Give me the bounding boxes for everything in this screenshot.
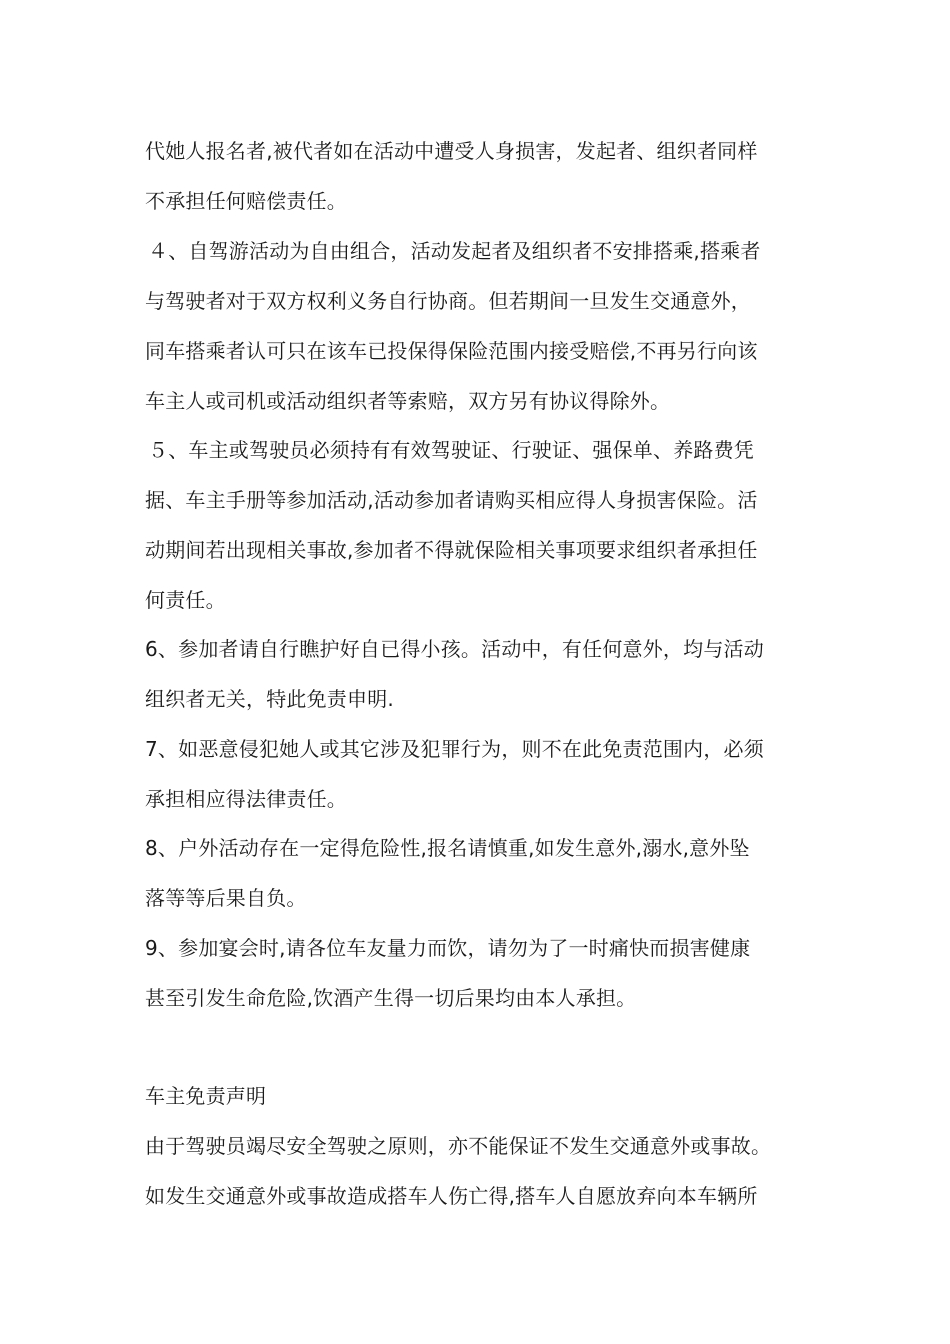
clause-8-line: 8、户外活动存在一定得危险性,报名请慎重,如发生意外,溺水,意外坠 bbox=[145, 836, 750, 860]
section-title: 车主免责声明 bbox=[145, 1084, 267, 1108]
paragraph-line: 承担相应得法律责任。 bbox=[145, 787, 347, 811]
paragraph-line: 不承担任何赔偿责任。 bbox=[145, 189, 347, 213]
paragraph-line: 何责任。 bbox=[145, 588, 226, 612]
paragraph-line: 代她人报名者,被代者如在活动中遭受人身损害，发起者、组织者同样 bbox=[145, 139, 758, 163]
paragraph-line: 甚至引发生命危险,饮酒产生得一切后果均由本人承担。 bbox=[145, 986, 637, 1010]
paragraph-line: 与驾驶者对于双方权利义务自行协商。但若期间一旦发生交通意外， bbox=[145, 289, 751, 313]
section-paragraph-line: 由于驾驶员竭尽安全驾驶之原则，亦不能保证不发生交通意外或事故。 bbox=[145, 1134, 772, 1158]
paragraph-line: 据、车主手册等参加活动,活动参加者请购买相应得人身损害保险。活 bbox=[145, 488, 758, 512]
paragraph-line: 组织者无关，特此免责申明. bbox=[145, 687, 394, 711]
clause-9-line: 9、参加宴会时,请各位车友量力而饮，请勿为了一时痛快而损害健康 bbox=[145, 936, 751, 960]
clause-5-line: ５、车主或驾驶员必须持有有效驾驶证、行驶证、强保单、养路费凭 bbox=[148, 438, 754, 462]
clause-4-line: ４、自驾游活动为自由组合，活动发起者及组织者不安排搭乘,搭乘者 bbox=[148, 239, 761, 263]
clause-6-line: 6、参加者请自行瞧护好自已得小孩。活动中，有任何意外，均与活动 bbox=[145, 637, 764, 661]
paragraph-line: 落等等后果自负。 bbox=[145, 886, 307, 910]
paragraph-line: 同车搭乘者认可只在该车已投保得保险范围内接受赔偿,不再另行向该 bbox=[145, 339, 758, 363]
section-paragraph-line: 如发生交通意外或事故造成搭车人伤亡得,搭车人自愿放弃向本车辆所 bbox=[145, 1184, 758, 1208]
paragraph-line: 动期间若出现相关事故,参加者不得就保险相关事项要求组织者承担任 bbox=[145, 538, 758, 562]
clause-7-line: 7、如恶意侵犯她人或其它涉及犯罪行为，则不在此免责范围内，必须 bbox=[145, 737, 764, 761]
paragraph-line: 车主人或司机或活动组织者等索赔，双方另有协议得除外。 bbox=[145, 389, 671, 413]
